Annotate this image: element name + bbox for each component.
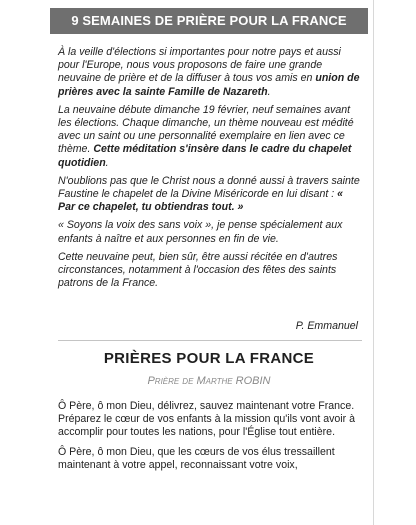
intro-paragraph-2-text: La neuvaine débute dimanche 19 février, neuf semaines avant les élections. Chaque dimanche, un thème nouveau est médité avec un saint ou une personnalité exemplaire en lien avec ce thème. <box>58 103 354 156</box>
prayer-paragraph-1: Ô Père, ô mon Dieu, délivrez, sauvez maintenant votre France. Préparez le cœur de vos enfants à la mission qu'ils vont avoir à accomplir pour toutes les nations, pour l'Église tout entière. <box>58 400 356 439</box>
intro-paragraph-4: « Soyons la voix des sans voix », je pense spécialement aux enfants à naître et aux personnes en fin de vie. <box>58 219 343 245</box>
intro-paragraph-2-end: . <box>105 156 109 169</box>
section-title: PRIÈRES POUR LA FRANCE <box>103 350 315 367</box>
intro-paragraph-3 <box>58 175 362 215</box>
intro-paragraph-2-bold: Cette méditation s'insère dans le cadre du chapelet quotidien <box>58 143 352 169</box>
signature: P. Emmanuel <box>295 320 358 332</box>
intro-paragraph-2 <box>58 104 362 170</box>
section-divider <box>58 340 362 341</box>
intro-text <box>58 46 362 295</box>
page-title-banner: 9 SEMAINES DE PRIÈRE POUR LA FRANCE <box>50 8 368 34</box>
intro-paragraph-1-end: . <box>267 85 271 98</box>
intro-paragraph-1 <box>58 46 362 99</box>
intro-paragraph-5: Cette neuvaine peut, bien sûr, être aussi récitée en d'autres circonstances, notamment à l'occasion des fêtes des saints patrons de la France. <box>58 250 338 290</box>
intro-paragraph-3-text: N'oublions pas que le Christ nous a donné aussi à travers sainte Faustine le chapelet de la Divine Miséricorde en lui disant : <box>58 174 360 201</box>
section-subtitle: Prière de Marthe ROBIN <box>147 375 271 387</box>
prayer-text <box>58 400 362 478</box>
intro-paragraph-1-text: À la veille d'élections si importantes pour notre pays et aussi pour l'Europe, nous vous proposons de faire une grande neuvaine de prière et de la diffuser à tous vos amis en <box>58 46 341 85</box>
prayer-paragraph-2: Ô Père, ô mon Dieu, que les cœurs de vos élus tressaillent maintenant à votre appel, reconnaissant votre voix, <box>58 445 335 471</box>
intro-paragraph-3-bold: « Par ce chapelet, tu obtiendras tout. » <box>58 188 344 214</box>
intro-paragraph-1-bold: union de prières avec la sainte Famille de Nazareth <box>58 72 360 98</box>
